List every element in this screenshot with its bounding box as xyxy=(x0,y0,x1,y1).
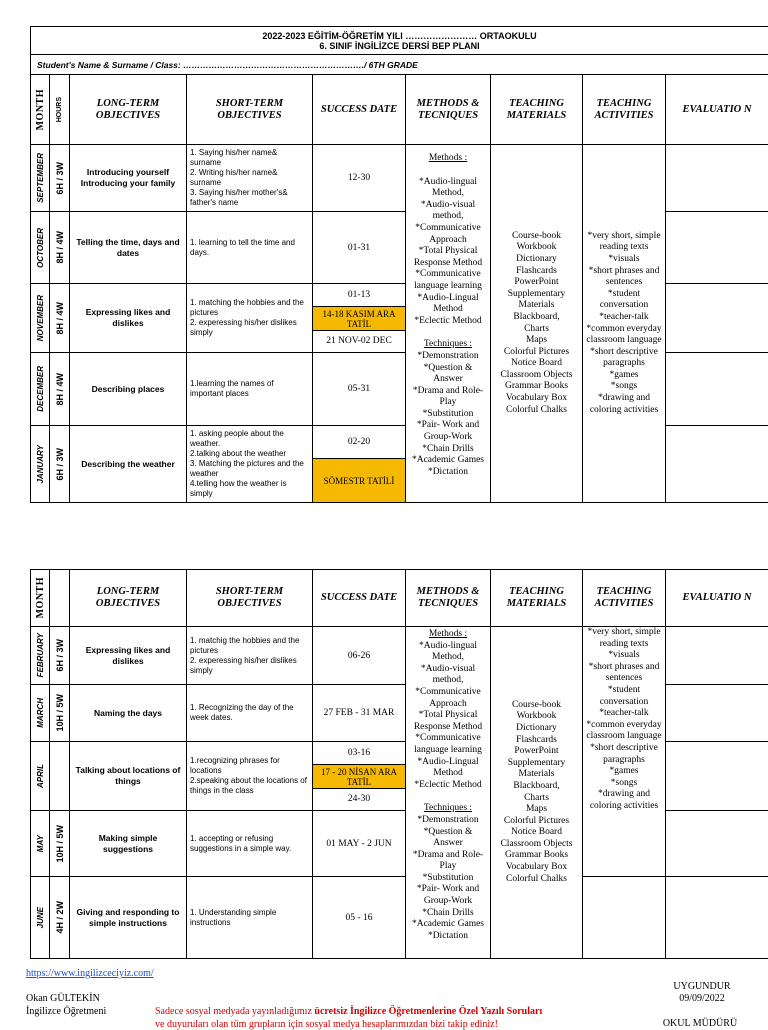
hours-cell: 8H / 4W xyxy=(50,284,70,353)
method-item: *Communicative language learning xyxy=(408,269,488,292)
month-cell: JUNE xyxy=(31,877,50,959)
col-long-term-header: LONG-TERM OBJECTIVES xyxy=(70,75,187,145)
material-item: Maps xyxy=(491,804,582,816)
activities-cell xyxy=(583,627,666,877)
month-cell: NOVEMBER xyxy=(31,284,50,353)
activity-item: *visuals xyxy=(585,650,663,662)
material-item: Blackboard, xyxy=(491,781,582,793)
hours-cell: 8H / 4W xyxy=(50,353,70,426)
plan-table-1 xyxy=(30,26,768,503)
long-term-objective: Naming the days xyxy=(70,685,187,742)
approval-date: 09/09/2022 xyxy=(660,993,744,1004)
short-term-objectives xyxy=(187,284,313,353)
col-success-header: SUCCESS DATE xyxy=(313,75,406,145)
plan-header xyxy=(31,27,768,55)
col-materials-header: TEACHING MATERIALS xyxy=(491,570,583,627)
objective-item: 2. Writing his/her name& surname xyxy=(190,168,309,188)
evaluation-cell xyxy=(666,284,768,353)
success-date-end: 24-30 xyxy=(313,789,405,810)
method-item: *Audio-lingual Method, xyxy=(408,177,488,200)
col-methods-header: METHODS & TECNIQUES xyxy=(406,75,491,145)
promo-note-text: Sadece sosyal medyada yayınladığımız xyxy=(155,1006,314,1017)
col-month-header: MONTH xyxy=(31,570,50,627)
col-month-header: MONTH xyxy=(31,75,50,145)
hours-cell: 6H / 3W xyxy=(50,426,70,503)
hours-cell: 4H / 2W xyxy=(50,877,70,959)
success-date-start: 03-16 xyxy=(313,742,405,765)
short-term-objectives xyxy=(187,742,313,811)
methods-heading: Methods : xyxy=(408,153,488,165)
objective-item: 3. Matching the pictures and the weather xyxy=(190,459,309,479)
activity-item: *songs xyxy=(583,381,665,393)
col-evaluation-header: EVALUATIO N xyxy=(666,75,768,145)
material-item: PowerPoint xyxy=(491,277,582,289)
activity-item: *student conversation xyxy=(583,289,665,312)
short-term-objectives xyxy=(187,145,313,212)
material-item: Grammar Books xyxy=(491,381,582,393)
evaluation-cell xyxy=(666,353,768,426)
technique-item: *Drama and Role-Play xyxy=(408,850,488,873)
month-cell: SEPTEMBER xyxy=(31,145,50,212)
material-item: Course-book xyxy=(491,700,582,712)
objective-item: 2.talking about the weather xyxy=(190,449,309,459)
evaluation-cell xyxy=(666,627,768,685)
success-date xyxy=(313,742,406,811)
technique-item: *Demonstration xyxy=(408,815,488,827)
material-item: Classroom Objects xyxy=(491,839,582,851)
evaluation-cell xyxy=(666,426,768,503)
col-materials-header: TEACHING MATERIALS xyxy=(491,75,583,145)
material-item: Notice Board xyxy=(491,827,582,839)
method-item: *Audio-visual method, xyxy=(408,200,488,223)
material-item: Notice Board xyxy=(491,358,582,370)
material-item: Charts xyxy=(491,324,582,336)
technique-item: *Substitution xyxy=(408,409,488,421)
hours-cell: 8H / 4W xyxy=(50,212,70,284)
material-item: Supplementary Materials xyxy=(491,289,582,312)
long-term-objective: Expressing likes and dislikes xyxy=(70,627,187,685)
month-cell: OCTOBER xyxy=(31,212,50,284)
success-date: 12-30 xyxy=(313,145,406,212)
objective-item: 1.recognizing phrases for locations xyxy=(190,756,309,776)
methods-cell xyxy=(406,627,491,959)
activity-item: *drawing and coloring activities xyxy=(585,789,663,812)
short-term-objectives xyxy=(187,353,313,426)
technique-item: *Academic Games xyxy=(408,455,488,467)
methods-cell xyxy=(406,145,491,503)
activities-cell xyxy=(583,145,666,503)
holiday-badge: SÖMESTR TATİLİ xyxy=(313,459,405,502)
material-item: Grammar Books xyxy=(491,850,582,862)
success-date-start: 01-13 xyxy=(313,284,405,307)
method-item: *Eclectic Method xyxy=(408,316,488,328)
activity-item: *drawing and coloring activities xyxy=(583,393,665,416)
evaluation-cell xyxy=(666,742,768,811)
material-item: Classroom Objects xyxy=(491,370,582,382)
month-cell: DECEMBER xyxy=(31,353,50,426)
method-item: *Total Physical Response Method xyxy=(408,710,488,733)
author-name: Okan GÜLTEKİN xyxy=(26,993,100,1004)
objective-item: 1. accepting or refusing suggestions in a simple way. xyxy=(190,834,309,854)
success-date: 27 FEB - 31 MAR xyxy=(313,685,406,742)
material-item: Flashcards xyxy=(491,266,582,278)
month-cell: JANUARY xyxy=(31,426,50,503)
approval-label: UYGUNDUR xyxy=(660,981,744,992)
activity-item: *games xyxy=(585,766,663,778)
short-term-objectives xyxy=(187,627,313,685)
success-date-end: 21 NOV-02 DEC xyxy=(313,331,405,352)
technique-item: *Dictation xyxy=(408,931,488,943)
technique-item: *Pair- Work and Group-Work xyxy=(408,420,488,443)
technique-item: *Academic Games xyxy=(408,919,488,931)
material-item: Flashcards xyxy=(491,735,582,747)
student-name-line: Student's Name & Surname / Class: ………………………………………………………./ 6TH GRADE xyxy=(31,55,768,75)
short-term-objectives xyxy=(187,811,313,877)
technique-item: *Chain Drills xyxy=(408,908,488,920)
method-item: *Eclectic Method xyxy=(408,780,488,792)
objective-item: 1. Recognizing the day of the week dates. xyxy=(190,703,309,723)
col-activities-header: TEACHING ACTIVITIES xyxy=(583,75,666,145)
col-hours-header: HOURS xyxy=(50,75,70,145)
evaluation-cell xyxy=(666,877,768,959)
method-item: *Audio-Lingual Method xyxy=(408,293,488,316)
material-item: Dictionary xyxy=(491,254,582,266)
hours-cell: 6H / 3W xyxy=(50,627,70,685)
col-long-term-header: LONG-TERM OBJECTIVES xyxy=(70,570,187,627)
method-item: *Audio-visual method, xyxy=(408,664,488,687)
objective-item: 2. experessing his/her dislikes simply xyxy=(190,318,309,338)
method-item: *Total Physical Response Method xyxy=(408,246,488,269)
material-item: Supplementary Materials xyxy=(491,758,582,781)
material-item: Charts xyxy=(491,793,582,805)
material-item: Blackboard, xyxy=(491,312,582,324)
long-term-objective: Introducing yourself Introducing your family xyxy=(70,145,187,212)
hours-cell: 10H / 5W xyxy=(50,685,70,742)
promo-note xyxy=(155,1006,542,1017)
col-methods-header: METHODS & TECNIQUES xyxy=(406,570,491,627)
activity-item: *student conversation xyxy=(585,685,663,708)
plan-header-line1: 2022-2023 EĞİTİM-ÖĞRETİM YILI …………………… ORTAOKULU xyxy=(31,31,768,41)
month-cell: APRIL xyxy=(31,742,50,811)
hours-cell xyxy=(50,742,70,811)
material-item: Vocabulary Box xyxy=(491,393,582,405)
technique-item: *Question & Answer xyxy=(408,827,488,850)
activity-item: *short phrases and sentences xyxy=(583,266,665,289)
method-item: *Communicative language learning xyxy=(408,733,488,756)
objective-item: 1.learning the names of important places xyxy=(190,379,309,399)
plan-header-line2: 6. SINIF İNGİLİZCE DERSİ BEP PLANI xyxy=(31,41,768,51)
technique-item: *Substitution xyxy=(408,873,488,885)
activity-item: *very short, simple reading texts xyxy=(583,231,665,254)
material-item: Dictionary xyxy=(491,723,582,735)
activity-item: *visuals xyxy=(583,254,665,266)
success-date-start: 02-20 xyxy=(313,426,405,459)
activity-item: *short descriptive paragraphs xyxy=(585,743,663,766)
short-term-objectives xyxy=(187,212,313,284)
techniques-heading: Techniques : xyxy=(408,339,488,351)
objective-item: 1. Understanding simple instructions xyxy=(190,908,309,928)
objective-item: 1. learning to tell the time and days. xyxy=(190,238,309,258)
col-short-term-header: SHORT-TERM OBJECTIVES xyxy=(187,570,313,627)
methods-heading: Methods : xyxy=(408,629,488,641)
activity-item: *short phrases and sentences xyxy=(585,662,663,685)
material-item: Workbook xyxy=(491,711,582,723)
technique-item: *Pair- Work and Group-Work xyxy=(408,884,488,907)
month-cell: FEBRUARY xyxy=(31,627,50,685)
activity-item: *teacher-talk xyxy=(583,312,665,324)
material-item: Colorful Pictures xyxy=(491,816,582,828)
objective-item: 3. Saying his/her mother's& father's name xyxy=(190,188,309,208)
col-evaluation-header: EVALUATIO N xyxy=(666,570,768,627)
method-item: *Audio-Lingual Method xyxy=(408,757,488,780)
success-date: 01 MAY - 2 JUN xyxy=(313,811,406,877)
material-item: Colorful Pictures xyxy=(491,347,582,359)
promo-note-bold: ücretsiz İngilizce Öğretmenlerine Özel Yazılı Soruları xyxy=(314,1006,542,1017)
holiday-badge: 17 - 20 NİSAN ARA TATİL xyxy=(313,765,405,789)
material-item: Course-book xyxy=(491,231,582,243)
long-term-objective: Telling the time, days and dates xyxy=(70,212,187,284)
material-item: Colorful Chalks xyxy=(491,405,582,417)
hours-cell: 6H / 3W xyxy=(50,145,70,212)
evaluation-cell xyxy=(666,811,768,877)
success-date: 01-31 xyxy=(313,212,406,284)
materials-cell xyxy=(491,627,583,959)
author-title: İngilizce Öğretmeni xyxy=(26,1006,106,1017)
activity-item: *common everyday classroom language xyxy=(585,720,663,743)
col-short-term-header: SHORT-TERM OBJECTIVES xyxy=(187,75,313,145)
technique-item: *Chain Drills xyxy=(408,444,488,456)
technique-item: *Demonstration xyxy=(408,351,488,363)
long-term-objective: Describing the weather xyxy=(70,426,187,503)
short-term-objectives xyxy=(187,877,313,959)
objective-item: 2. experessing his/her dislikes simply xyxy=(190,656,309,676)
method-item: *Audio-lingual Method, xyxy=(408,641,488,664)
material-item: PowerPoint xyxy=(491,746,582,758)
long-term-objective: Giving and responding to simple instructions xyxy=(70,877,187,959)
col-success-header: SUCCESS DATE xyxy=(313,570,406,627)
evaluation-cell xyxy=(666,685,768,742)
evaluation-cell xyxy=(666,212,768,284)
long-term-objective: Describing places xyxy=(70,353,187,426)
techniques-heading: Techniques : xyxy=(408,803,488,815)
material-item: Colorful Chalks xyxy=(491,874,582,886)
activity-item: *very short, simple reading texts xyxy=(585,627,663,650)
success-date: 06-26 xyxy=(313,627,406,685)
objective-item: 2.speaking about the locations of things in the class xyxy=(190,776,309,796)
activities-cell-empty xyxy=(583,877,666,959)
objective-item: 1. matching the hobbies and the pictures xyxy=(190,298,309,318)
col-activities-header: TEACHING ACTIVITIES xyxy=(583,570,666,627)
activity-item: *songs xyxy=(585,778,663,790)
success-date: 05-31 xyxy=(313,353,406,426)
materials-cell xyxy=(491,145,583,503)
objective-item: 1. Saying his/her name& surname xyxy=(190,148,309,168)
success-date xyxy=(313,284,406,353)
material-item: Maps xyxy=(491,335,582,347)
activity-item: *teacher-talk xyxy=(585,708,663,720)
month-cell: MAY xyxy=(31,811,50,877)
activity-item: *games xyxy=(583,370,665,382)
objective-item: 1. asking people about the weather. xyxy=(190,429,309,449)
activity-item: *common everyday classroom language xyxy=(583,324,665,347)
success-date: 05 - 16 xyxy=(313,877,406,959)
long-term-objective: Making simple suggestions xyxy=(70,811,187,877)
col-hours-header xyxy=(50,570,70,627)
plan-table-2 xyxy=(30,569,768,959)
short-term-objectives xyxy=(187,685,313,742)
principal-label: OKUL MÜDÜRÜ xyxy=(645,1018,755,1029)
short-term-objectives xyxy=(187,426,313,503)
method-item: *Communicative Approach xyxy=(408,223,488,246)
objective-item: 4.telling how the weather is simply xyxy=(190,479,309,499)
website-link[interactable]: https://www.ingilizceciyiz.com/ xyxy=(26,968,154,979)
promo-note-line2: ve duyuruları olan tüm grupların için sosyal medya hesaplarımızdan bizi takip ediniz! xyxy=(155,1019,498,1030)
material-item: Vocabulary Box xyxy=(491,862,582,874)
hours-cell: 10H / 5W xyxy=(50,811,70,877)
long-term-objective: Expressing likes and dislikes xyxy=(70,284,187,353)
activity-item: *short descriptive paragraphs xyxy=(583,347,665,370)
holiday-badge: 14-18 KASIM ARA TATİL xyxy=(313,307,405,331)
technique-item: *Dictation xyxy=(408,467,488,479)
long-term-objective: Talking about locations of things xyxy=(70,742,187,811)
success-date xyxy=(313,426,406,503)
material-item: Workbook xyxy=(491,242,582,254)
technique-item: *Drama and Role-Play xyxy=(408,386,488,409)
evaluation-cell xyxy=(666,145,768,212)
technique-item: *Question & Answer xyxy=(408,363,488,386)
method-item: *Communicative Approach xyxy=(408,687,488,710)
month-cell: MARCH xyxy=(31,685,50,742)
objective-item: 1. matchig the hobbies and the pictures xyxy=(190,636,309,656)
